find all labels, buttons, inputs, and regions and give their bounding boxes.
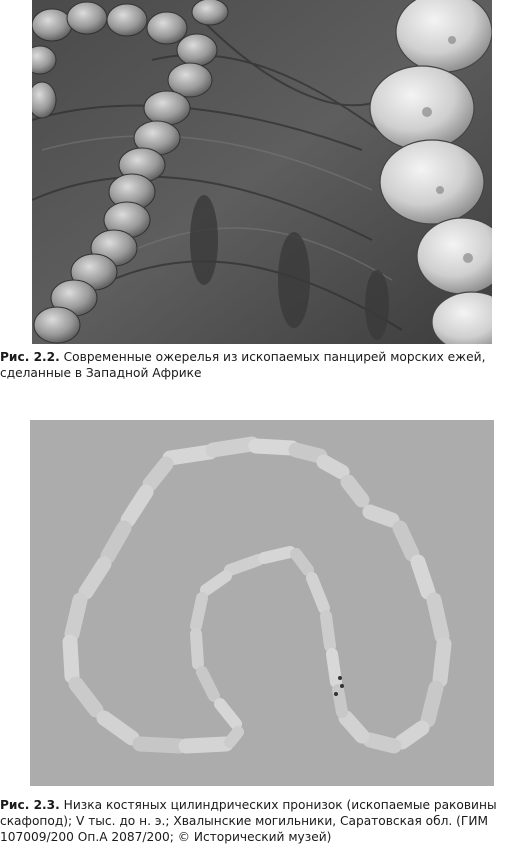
figure-label: Рис. 2.3. bbox=[0, 798, 60, 812]
figure-caption-2-3 bbox=[0, 797, 523, 845]
scaphopod-beads-photo bbox=[30, 420, 494, 786]
sea-urchin-necklaces-photo bbox=[32, 0, 492, 344]
figure-caption-text: Низка костяных цилиндрических пронизок (ископаемые раковины скафопод); V тыс. до н. э.; Хвалынские могильники, Саратовская обл. (ГИМ 107009/200 Оп.А 2087/200; © Исторический музей) bbox=[0, 798, 497, 844]
figure-label: Рис. 2.2. bbox=[0, 350, 60, 364]
sea-urchin-necklaces-image bbox=[32, 0, 492, 344]
figure-caption-2-2 bbox=[0, 349, 523, 381]
scaphopod-beads-image bbox=[30, 420, 494, 786]
figure-caption-text: Современные ожерелья из ископаемых панцирей морских ежей, сделанные в Западной Африке bbox=[0, 350, 486, 380]
